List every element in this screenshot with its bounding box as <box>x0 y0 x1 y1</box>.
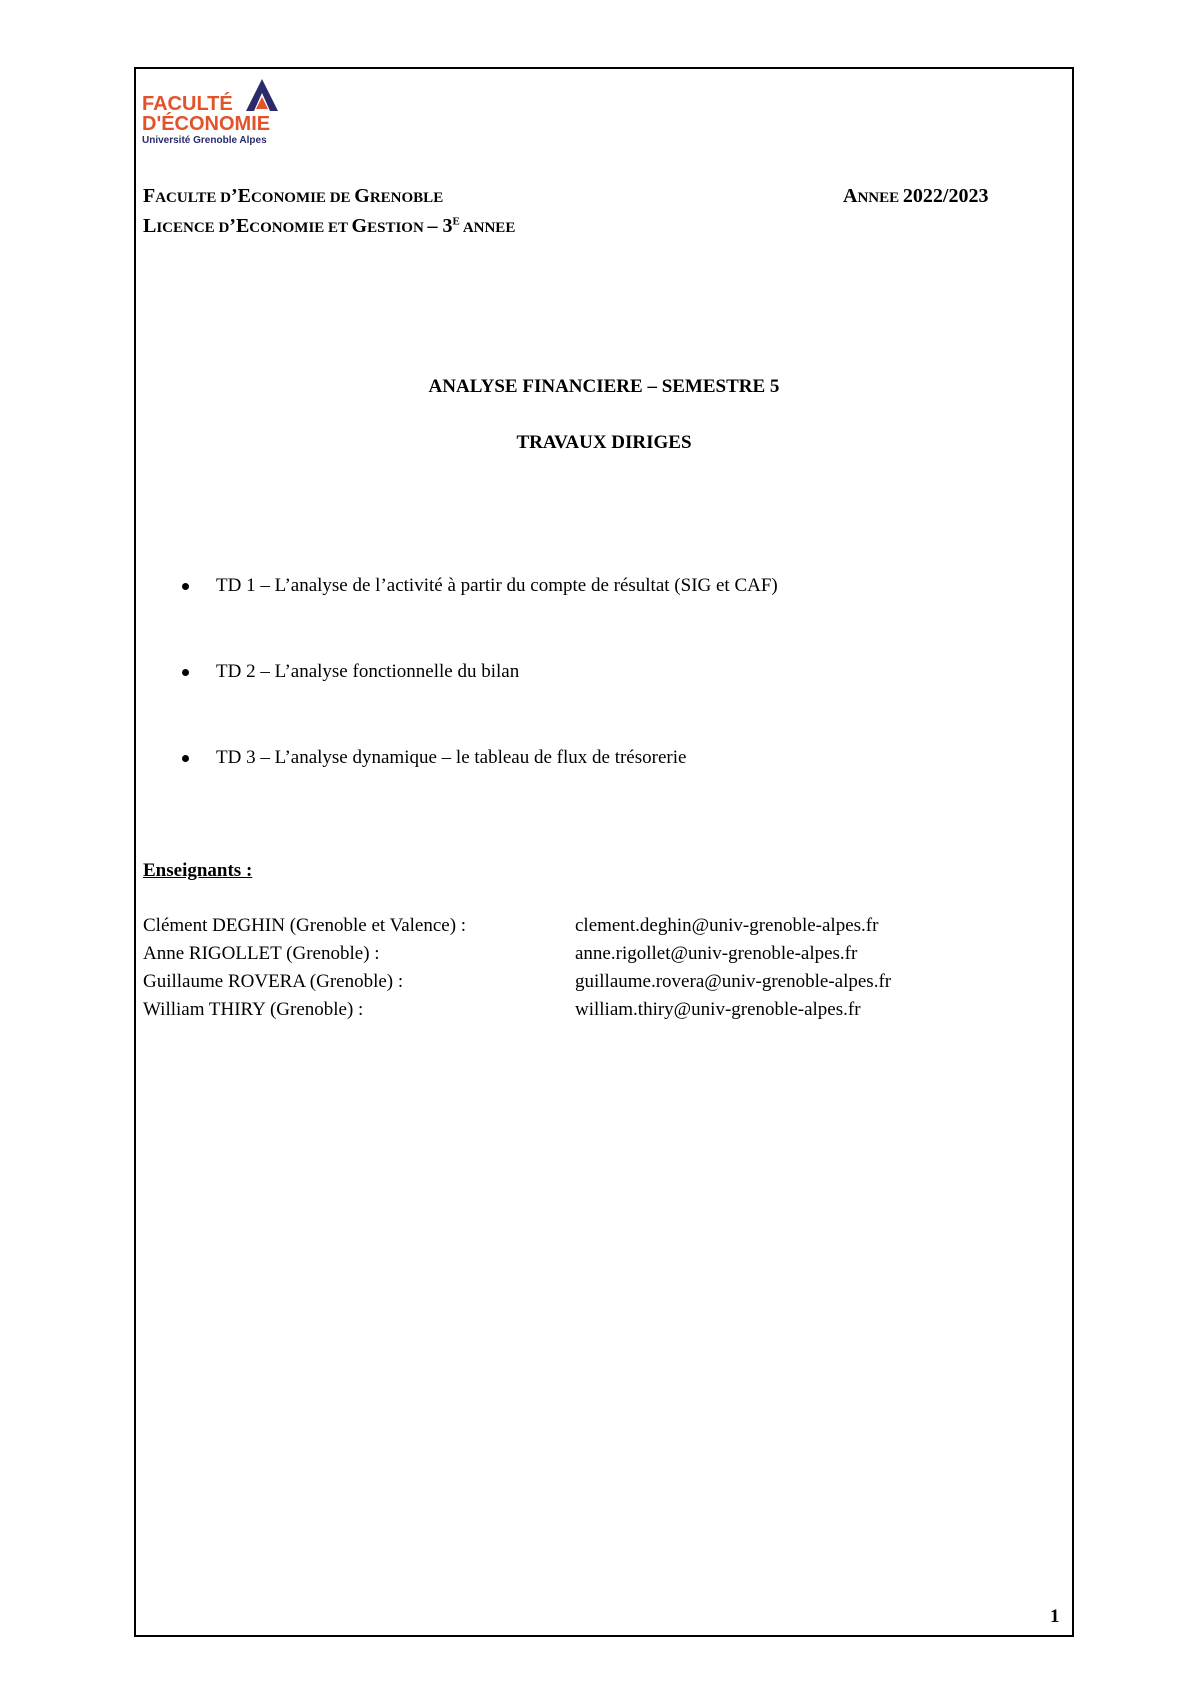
header-left <box>143 182 515 242</box>
teacher-name: Clément DEGHIN (Grenoble et Valence) : <box>143 915 467 936</box>
academic-year: ANNEE 2022/2023 <box>843 185 989 207</box>
logo-triangle-icon <box>244 77 280 113</box>
teacher-email[interactable]: anne.rigollet@univ-grenoble-alpes.fr <box>575 943 858 964</box>
document-subtitle: TRAVAUX DIRIGES <box>516 432 692 453</box>
teachers-heading: Enseignants : <box>143 860 253 881</box>
faculty-logo <box>142 77 282 147</box>
logo-text-line1: FACULTÉ <box>142 93 233 115</box>
page-number: 1 <box>1050 1606 1060 1627</box>
logo-text-line3: Université Grenoble Alpes <box>142 135 267 146</box>
page-frame <box>134 67 1074 1637</box>
teacher-name: Guillaume ROVERA (Grenoble) : <box>143 971 404 992</box>
bullet-icon <box>182 583 189 590</box>
td-item-text: TD 3 – L’analyse dynamique – le tableau de flux de trésorerie <box>216 747 687 768</box>
bullet-icon <box>182 755 189 762</box>
teacher-name: Anne RIGOLLET (Grenoble) : <box>143 943 380 964</box>
teacher-email[interactable]: clement.deghin@univ-grenoble-alpes.fr <box>575 915 879 936</box>
logo-text-line2: D'ÉCONOMIE <box>142 113 271 135</box>
faculty-name: FACULTE D’ECONOMIE DE GRENOBLE <box>143 185 444 207</box>
td-item-text: TD 2 – L’analyse fonctionnelle du bilan <box>216 661 520 682</box>
td-item-text: TD 1 – L’analyse de l’activité à partir du compte de résultat (SIG et CAF) <box>216 575 778 596</box>
bullet-icon <box>182 669 189 676</box>
licence-name: LICENCE D’ECONOMIE ET GESTION – $3^E$ ANNEE <box>143 215 516 237</box>
teacher-email[interactable]: guillaume.rovera@univ-grenoble-alpes.fr <box>575 971 892 992</box>
teacher-name: William THIRY (Grenoble) : <box>143 999 364 1020</box>
teacher-email[interactable]: william.thiry@univ-grenoble-alpes.fr <box>575 999 861 1020</box>
document-title: ANALYSE FINANCIERE – SEMESTRE 5 <box>428 376 780 397</box>
